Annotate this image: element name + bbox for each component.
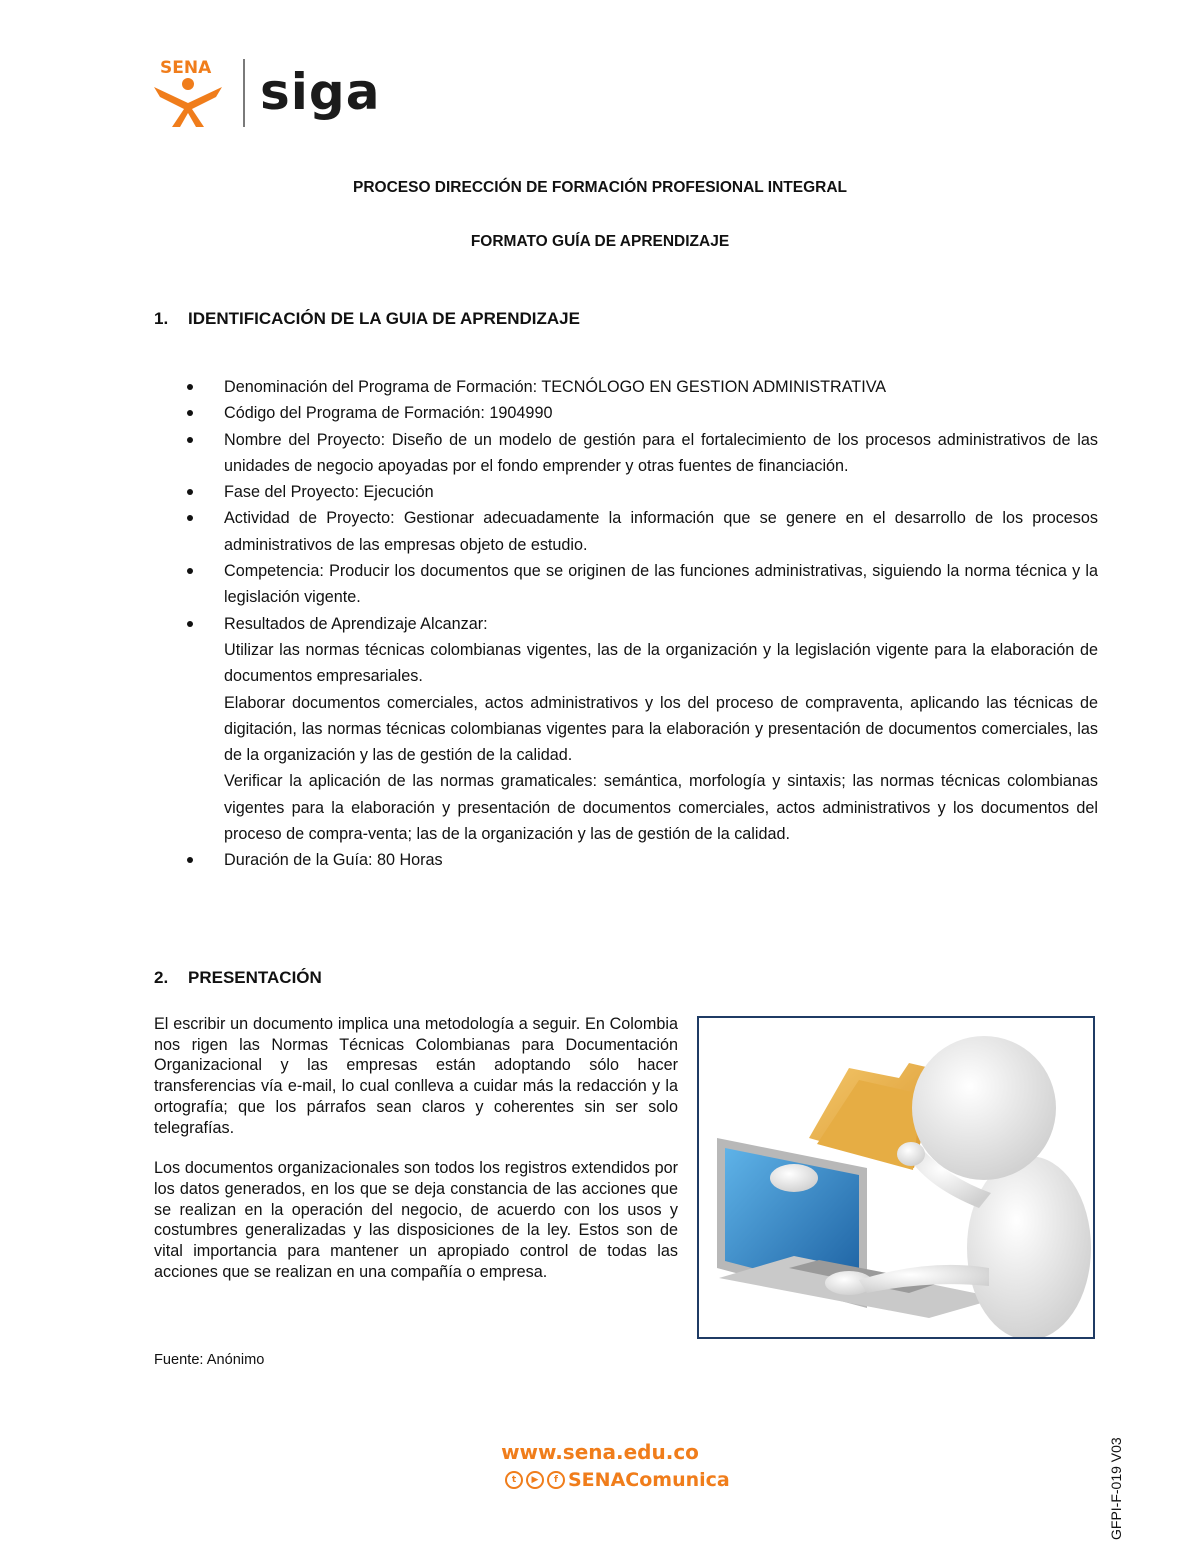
sena-logo-icon (150, 55, 230, 130)
result-item: Verificar la aplicación de las normas gramaticales: semántica, morfología y sintaxis; las normas técnicas colombianas vigentes para la elaboración y presentación de documentos comerciales, actos administrativos y los documentos del proceso de compra-venta; las de la organización y las de gestión de la calidad. (224, 772, 1098, 844)
paragraph: El escribir un documento implica una metodología a seguir. En Colombia nos rigen las Normas Técnicas Colombianas para Documentación Organizacional y las empresas están adoptando sólo hacer transferencias vía e-mail, lo cual conlleva a cuidar más la redacción y la ortografía; que los párrafos sean claros y coherentes sin ser solo telegrafías. (154, 1015, 678, 1137)
list-item-results (186, 611, 1098, 848)
twitter-icon: t (505, 1471, 523, 1489)
list-item: Código del Programa de Formación: 1904990 (224, 404, 553, 423)
document-code: GFPI-F-019 V03 (1108, 1437, 1124, 1540)
results-label: Resultados de Aprendizaje Alcanzar: (224, 614, 488, 633)
logo-divider (243, 59, 245, 127)
source-note: Fuente: Anónimo (154, 1352, 265, 1368)
list-item: Denominación del Programa de Formación: TECNÓLOGO EN GESTION ADMINISTRATIVA (224, 378, 887, 396)
siga-logo: siga (260, 63, 381, 121)
result-item: Utilizar las normas técnicas colombianas vigentes, las de la organización y la legislación vigente para la elaboración de documentos empresariales. (224, 640, 1098, 686)
list-item: Duración de la Guía: 80 Horas (224, 851, 443, 870)
section-2-title: PRESENTACIÓN (188, 968, 322, 987)
social-handle: SENAComunica (568, 1469, 730, 1491)
paragraph: Los documentos organizacionales son todos los registros extendidos por los datos generados, en los que se deja constancia de las acciones que se realizan en la operación del negocio, de acuerdo con los usos y costumbres generalizadas y las disposiciones de la ley. Estos son de vital importancia para mantener un apropiado control de todas las acciones que se realizan en una compañía o empresa. (154, 1159, 678, 1281)
presentation-text (154, 1014, 678, 1302)
illustration-figure-computer-folder (697, 1016, 1095, 1339)
section-1-title: IDENTIFICACIÓN DE LA GUIA DE APRENDIZAJE (188, 309, 580, 328)
list-item: Fase del Proyecto: Ejecución (224, 483, 434, 502)
list-item: Nombre del Proyecto: Diseño de un modelo de gestión para el fortalecimiento de los procesos administrativos de las unidades de negocio apoyadas por el fondo emprender y otras fuentes de financiación. (224, 430, 1098, 475)
footer-url: www.sena.edu.co (501, 1440, 699, 1464)
section-2-number: 2. (154, 968, 169, 987)
facebook-icon: f (547, 1471, 565, 1489)
identification-list (186, 374, 1098, 874)
header-logo (150, 55, 390, 130)
section-1-number: 1. (154, 309, 169, 328)
section-2-heading (154, 968, 322, 988)
svg-text:SENA: SENA (160, 58, 212, 78)
section-1-heading (154, 309, 580, 329)
process-title: PROCESO DIRECCIÓN DE FORMACIÓN PROFESIONAL INTEGRAL (352, 179, 848, 196)
list-item: Competencia: Producir los documentos que se originen de las funciones administrativas, siguiendo la norma técnica y la legislación vigente. (224, 562, 1098, 607)
result-item: Elaborar documentos comerciales, actos administrativos y los del proceso de compraventa, aplicando las técnicas de digitación, las normas técnicas colombianas vigentes para la elaboración y presentación de documentos comerciales, las de la organización y las de gestión de la calidad. (224, 693, 1098, 765)
list-item: Actividad de Proyecto: Gestionar adecuadamente la información que se genere en el desarrollo de los procesos administrativos de las empresas objeto de estudio. (224, 509, 1098, 554)
format-title: FORMATO GUÍA DE APRENDIZAJE (470, 233, 730, 250)
footer-social (505, 1468, 730, 1492)
youtube-icon: ▶ (526, 1471, 544, 1489)
figure-with-folder-illustration (699, 1018, 1093, 1337)
